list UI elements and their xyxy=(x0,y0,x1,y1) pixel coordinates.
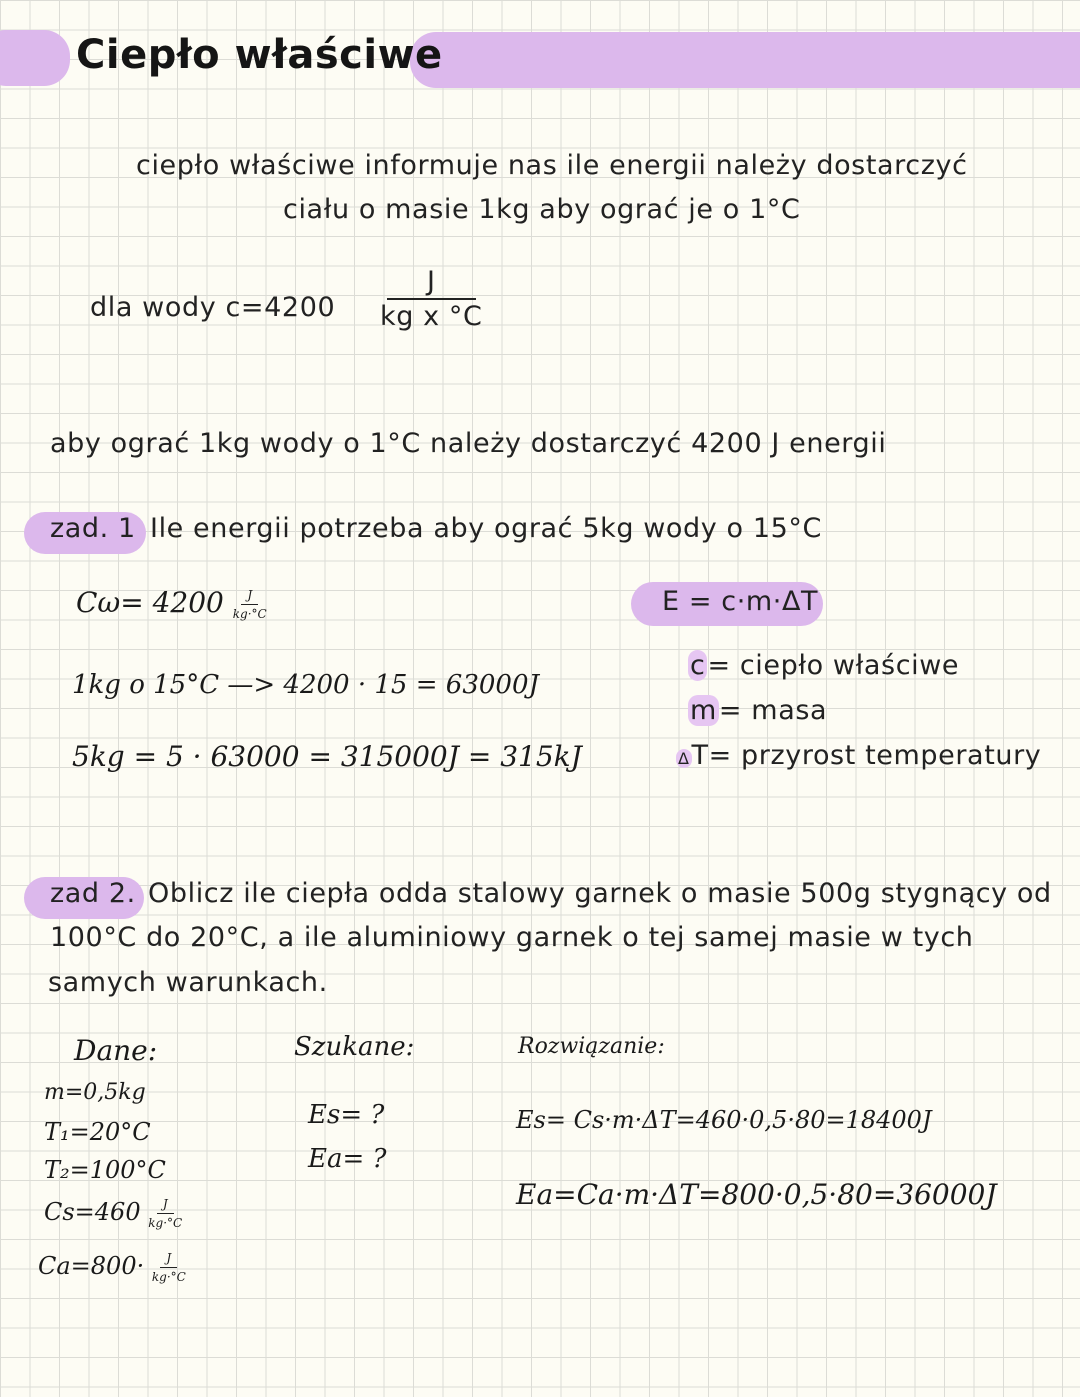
water-unit-numerator: J xyxy=(387,268,476,300)
dane-ca-unit-den: kg·°C xyxy=(151,1270,186,1284)
szukane-label: Szukane: xyxy=(294,1032,415,1062)
task1-cw-unit xyxy=(233,589,267,620)
dane-t1: T₁=20°C xyxy=(44,1118,151,1146)
task2-line-2: 100°C do 20°C, a ile aluminiowy garnek o tej samej masie w tych xyxy=(50,922,974,953)
legend-c xyxy=(688,650,959,681)
task2-line-1: Oblicz ile ciepła odda stalowy garnek o masie 500g stygnący od xyxy=(148,878,1052,909)
intro-line-1: ciepło właściwe informuje nas ile energii należy dostarczyć xyxy=(136,150,968,181)
dane-cs-value: Cs=460 xyxy=(44,1198,141,1226)
dane-ca-unit-num: J xyxy=(160,1252,177,1268)
legend-m-symbol: m xyxy=(690,695,717,726)
water-unit-denominator: kg x °C xyxy=(380,301,483,332)
page-title: Ciepło właściwe xyxy=(76,32,443,78)
dane-cs-unit-den: kg·°C xyxy=(148,1216,183,1230)
rozwiazanie-es: Es= Cs·m·ΔT=460·0,5·80=18400J xyxy=(516,1106,932,1134)
rozwiazanie-ea: Ea=Ca·m·ΔT=800·0,5·80=36000J xyxy=(516,1178,997,1211)
formula: E = c·m·ΔT xyxy=(662,586,819,617)
water-unit xyxy=(380,268,482,330)
dane-label: Dane: xyxy=(74,1034,158,1067)
dane-cs xyxy=(44,1198,182,1229)
dane-ca xyxy=(38,1252,186,1283)
dane-ca-unit xyxy=(152,1252,186,1283)
rozwiazanie-label: Rozwiązanie: xyxy=(518,1034,665,1059)
dane-m: m=0,5kg xyxy=(44,1080,146,1105)
szukane-ea: Ea= ? xyxy=(308,1144,387,1174)
statement: aby ograć 1kg wody o 1°C należy dostarczyć 4200 J energii xyxy=(50,428,887,459)
task1-cw xyxy=(76,586,267,620)
task1-question: Ile energii potrzeba aby ograć 5kg wody o 15°C xyxy=(150,513,822,544)
legend-dt xyxy=(676,740,1041,771)
legend-dt-text: T= przyrost temperatury xyxy=(691,740,1042,771)
task2-line-3: samych warunkach. xyxy=(48,967,328,998)
task1-cw-unit-num: J xyxy=(241,589,258,605)
dane-ca-value: Ca=800· xyxy=(38,1252,145,1280)
task2-badge: zad 2. xyxy=(50,878,136,909)
water-label: dla wody c=4200 xyxy=(90,292,336,323)
legend-m-text: = masa xyxy=(718,695,828,726)
legend-m xyxy=(688,695,827,726)
legend-dt-symbol: Δ xyxy=(678,749,690,768)
task1-calc-1: 1kg o 15°C —> 4200 · 15 = 63000J xyxy=(72,670,539,700)
title-highlight-left xyxy=(0,30,70,86)
title-highlight-right xyxy=(410,32,1080,88)
legend-c-symbol: c xyxy=(690,650,706,681)
task1-badge: zad. 1 xyxy=(50,513,136,544)
task1-cw-unit-den: kg·°C xyxy=(232,607,267,621)
legend-c-text: = ciepło właściwe xyxy=(707,650,960,681)
dane-cs-unit-num: J xyxy=(157,1198,174,1214)
szukane-es: Es= ? xyxy=(308,1100,385,1130)
dane-cs-unit xyxy=(148,1198,182,1229)
dane-t2: T₂=100°C xyxy=(44,1156,166,1184)
intro-line-2: ciału o masie 1kg aby ograć je o 1°C xyxy=(283,194,801,225)
task1-cw-value: Cω= 4200 xyxy=(76,586,224,619)
task1-calc-2: 5kg = 5 · 63000 = 315000J = 315kJ xyxy=(72,740,582,773)
